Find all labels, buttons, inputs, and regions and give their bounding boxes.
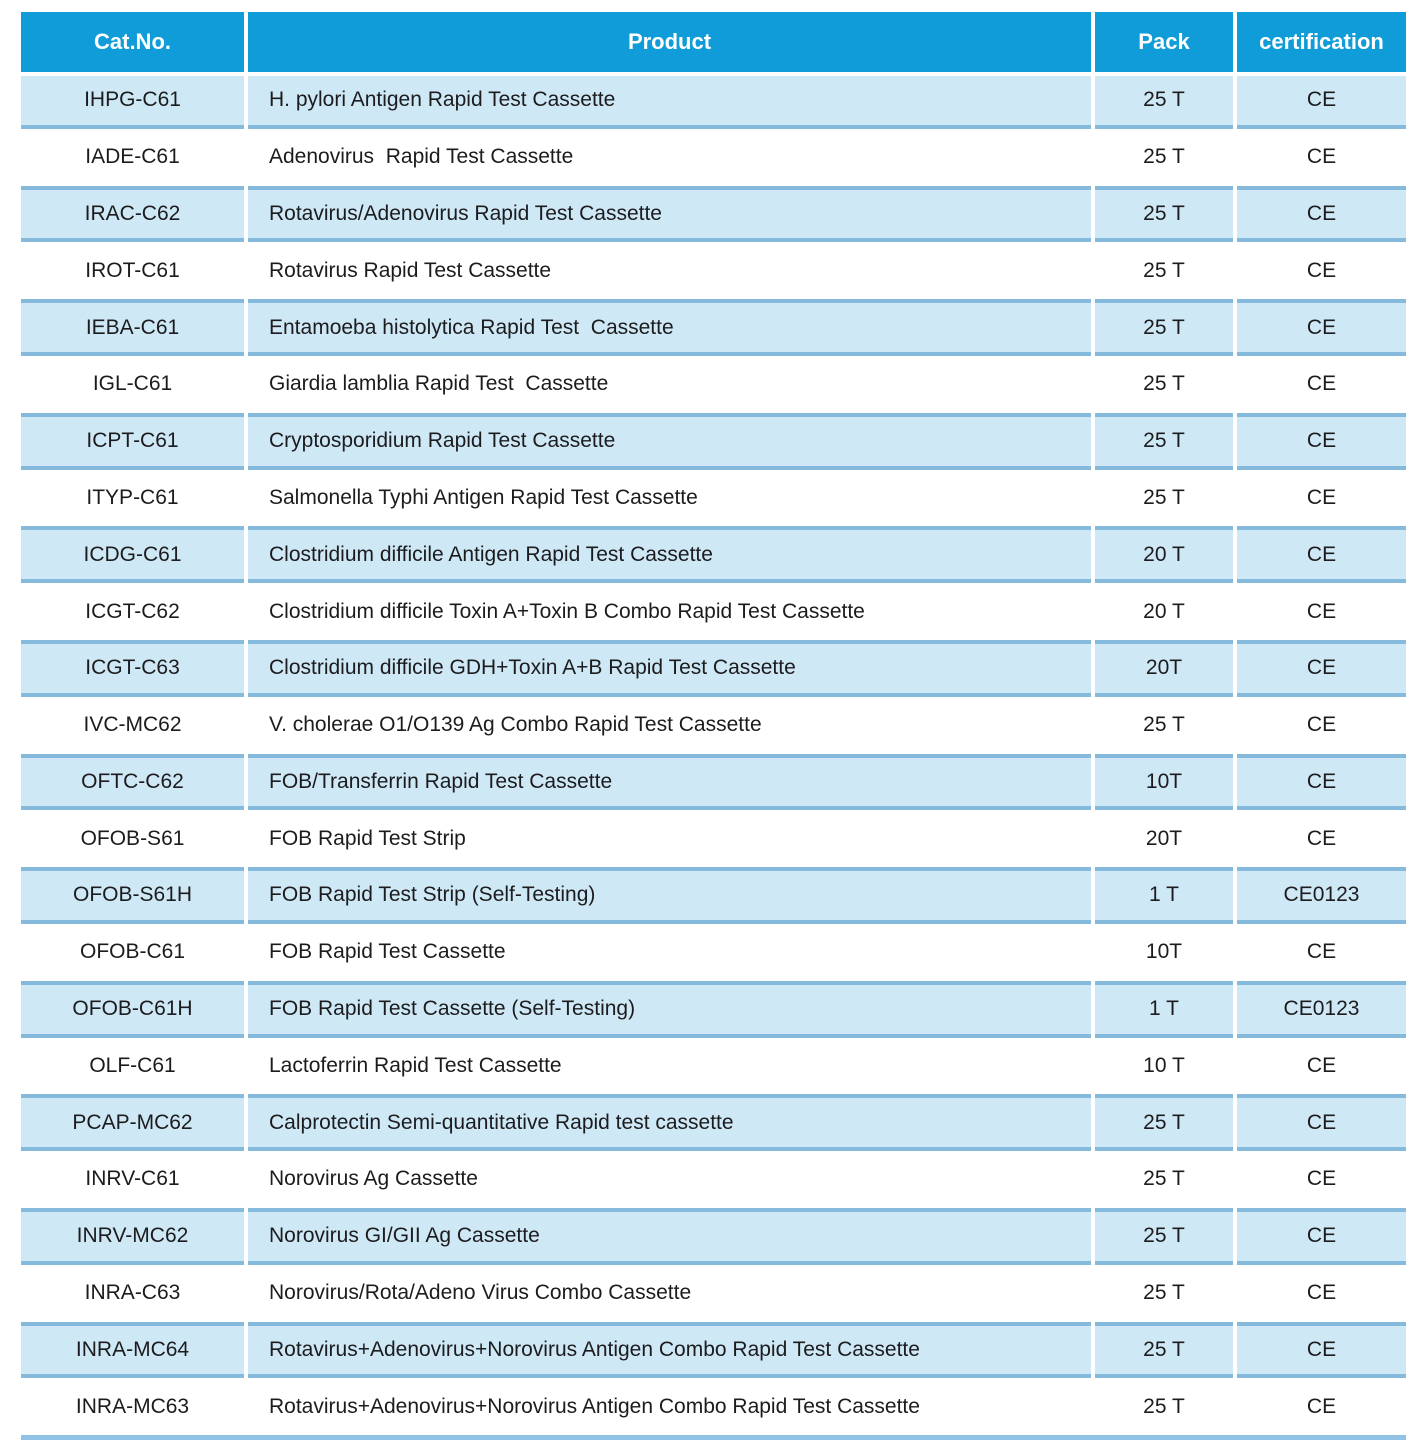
table-row [21,1038,1406,1095]
table-row [21,242,1406,299]
table-row [21,186,1406,243]
table-row [21,583,1406,640]
table-row [21,526,1406,583]
product-cell: FOB/Transferrin Rapid Test Cassette [248,754,1091,811]
table-row [21,129,1406,186]
table-row [21,810,1406,867]
cat-no-cell: ICPT-C61 [21,413,244,470]
product-cell: Norovirus/Rota/Adeno Virus Combo Cassette [248,1265,1091,1322]
product-cell: Clostridium difficile Toxin A+Toxin B Combo Rapid Test Cassette [248,583,1091,640]
header-certification: certification [1237,12,1406,72]
product-cell: FOB Rapid Test Strip [248,810,1091,867]
cat-no-cell: INRA-C63 [21,1265,244,1322]
cat-no-cell: OFOB-S61 [21,810,244,867]
cat-no-cell: OFOB-C61 [21,924,244,981]
pack-cell: 1 T [1095,867,1233,924]
header-cat-no: Cat.No. [21,12,244,72]
table-row [21,640,1406,697]
pack-cell: 25 T [1095,413,1233,470]
certification-cell: CE [1237,754,1406,811]
certification-cell: CE [1237,299,1406,356]
pack-cell: 25 T [1095,1265,1233,1322]
pack-cell: 25 T [1095,1378,1233,1435]
cat-no-cell: OFOB-C61H [21,981,244,1038]
product-cell: Rotavirus/Adenovirus Rapid Test Cassette [248,186,1091,243]
certification-cell: CE [1237,526,1406,583]
certification-cell: CE [1237,810,1406,867]
certification-cell: CE [1237,470,1406,527]
certification-cell: CE [1237,640,1406,697]
certification-cell: CE [1237,583,1406,640]
cat-no-cell: INRA-MC64 [21,1322,244,1379]
product-cell: Lactoferrin Rapid Test Cassette [248,1038,1091,1095]
pack-cell: 25 T [1095,1322,1233,1379]
certification-cell: CE [1237,413,1406,470]
product-cell: FOB Rapid Test Cassette [248,924,1091,981]
cat-no-cell: OFTC-C62 [21,754,244,811]
header-pack: Pack [1095,12,1233,72]
pack-cell: 25 T [1095,470,1233,527]
certification-cell: CE [1237,697,1406,754]
certification-cell: CE [1237,1038,1406,1095]
pack-cell: 20T [1095,810,1233,867]
cat-no-cell: IHPG-C61 [21,72,244,129]
certification-cell: CE [1237,72,1406,129]
certification-cell: CE0123 [1237,867,1406,924]
certification-cell: CE [1237,1322,1406,1379]
pack-cell: 20 T [1095,583,1233,640]
pack-cell: 25 T [1095,129,1233,186]
table-row [21,1265,1406,1322]
table-row [21,356,1406,413]
product-cell: Calprotectin Semi-quantitative Rapid test cassette [248,1094,1091,1151]
pack-cell: 25 T [1095,299,1233,356]
product-cell: Giardia lamblia Rapid Test Cassette [248,356,1091,413]
cat-no-cell: OFOB-S61H [21,867,244,924]
product-cell: V. cholerae O1/O139 Ag Combo Rapid Test Cassette [248,697,1091,754]
pack-cell: 25 T [1095,186,1233,243]
table-row [21,981,1406,1038]
cat-no-cell: INRV-C61 [21,1151,244,1208]
cat-no-cell: ICGT-C62 [21,583,244,640]
table-body [21,72,1406,1435]
product-cell: FOB Rapid Test Strip (Self-Testing) [248,867,1091,924]
product-cell: Salmonella Typhi Antigen Rapid Test Cassette [248,470,1091,527]
pack-cell: 25 T [1095,72,1233,129]
table-row [21,924,1406,981]
product-cell: H. pylori Antigen Rapid Test Cassette [248,72,1091,129]
cat-no-cell: ICDG-C61 [21,526,244,583]
pack-cell: 25 T [1095,242,1233,299]
header-product: Product [248,12,1091,72]
cat-no-cell: PCAP-MC62 [21,1094,244,1151]
product-cell: Rotavirus+Adenovirus+Norovirus Antigen Combo Rapid Test Cassette [248,1378,1091,1435]
cat-no-cell: ICGT-C63 [21,640,244,697]
pack-cell: 25 T [1095,1151,1233,1208]
product-cell: Rotavirus Rapid Test Cassette [248,242,1091,299]
cat-no-cell: IEBA-C61 [21,299,244,356]
pack-cell: 25 T [1095,356,1233,413]
certification-cell: CE [1237,242,1406,299]
product-cell: Norovirus Ag Cassette [248,1151,1091,1208]
table-row [21,1208,1406,1265]
pack-cell: 25 T [1095,1094,1233,1151]
cat-no-cell: INRV-MC62 [21,1208,244,1265]
product-cell: FOB Rapid Test Cassette (Self-Testing) [248,981,1091,1038]
certification-cell: CE [1237,1151,1406,1208]
product-cell: Adenovirus Rapid Test Cassette [248,129,1091,186]
product-cell: Norovirus GI/GII Ag Cassette [248,1208,1091,1265]
cat-no-cell: IRAC-C62 [21,186,244,243]
pack-cell: 25 T [1095,697,1233,754]
table-header-row [21,12,1406,72]
pack-cell: 20 T [1095,526,1233,583]
certification-cell: CE [1237,1094,1406,1151]
cat-no-cell: ITYP-C61 [21,470,244,527]
pack-cell: 20T [1095,640,1233,697]
product-cell: Clostridium difficile Antigen Rapid Test Cassette [248,526,1091,583]
certification-cell: CE [1237,356,1406,413]
table-bottom-border [21,1435,1406,1440]
certification-cell: CE0123 [1237,981,1406,1038]
certification-cell: CE [1237,186,1406,243]
certification-cell: CE [1237,1265,1406,1322]
table-row [21,1094,1406,1151]
table-row [21,1322,1406,1379]
cat-no-cell: IGL-C61 [21,356,244,413]
pack-cell: 1 T [1095,981,1233,1038]
table-row [21,754,1406,811]
table-row [21,413,1406,470]
table-row [21,867,1406,924]
product-cell: Rotavirus+Adenovirus+Norovirus Antigen Combo Rapid Test Cassette [248,1322,1091,1379]
table-row [21,299,1406,356]
product-catalog-table [21,12,1406,1440]
cat-no-cell: INRA-MC63 [21,1378,244,1435]
pack-cell: 25 T [1095,1208,1233,1265]
table-row [21,697,1406,754]
product-cell: Clostridium difficile GDH+Toxin A+B Rapid Test Cassette [248,640,1091,697]
table-row [21,470,1406,527]
pack-cell: 10 T [1095,1038,1233,1095]
pack-cell: 10T [1095,754,1233,811]
cat-no-cell: OLF-C61 [21,1038,244,1095]
table-row [21,1378,1406,1435]
certification-cell: CE [1237,1378,1406,1435]
product-cell: Cryptosporidium Rapid Test Cassette [248,413,1091,470]
table-row [21,72,1406,129]
cat-no-cell: IVC-MC62 [21,697,244,754]
pack-cell: 10T [1095,924,1233,981]
product-cell: Entamoeba histolytica Rapid Test Cassette [248,299,1091,356]
certification-cell: CE [1237,1208,1406,1265]
certification-cell: CE [1237,924,1406,981]
cat-no-cell: IADE-C61 [21,129,244,186]
cat-no-cell: IROT-C61 [21,242,244,299]
table-row [21,1151,1406,1208]
certification-cell: CE [1237,129,1406,186]
